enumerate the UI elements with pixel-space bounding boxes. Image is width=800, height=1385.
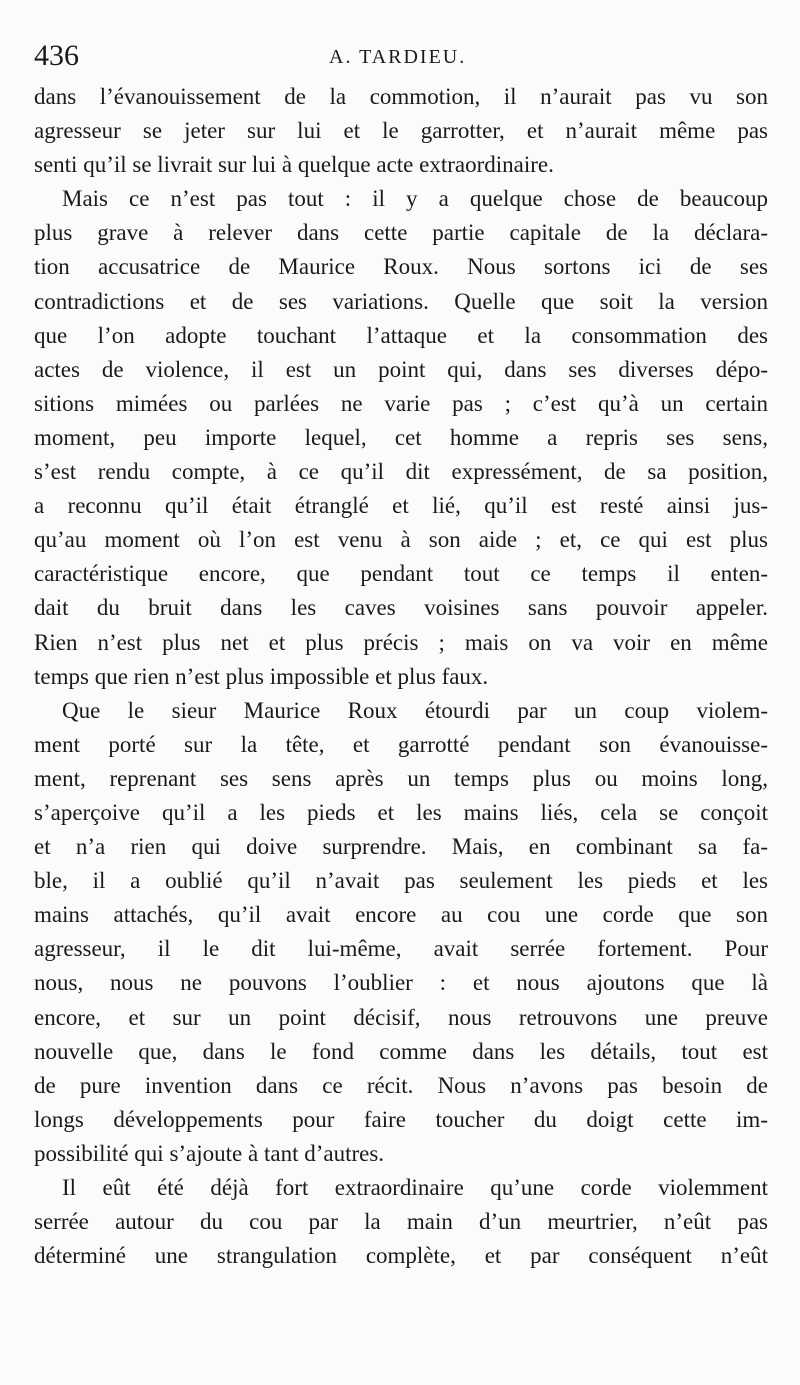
- text-line: nous, nous ne pouvons l’oublier : et nous ajoutons que là: [34, 970, 768, 996]
- text-line: qu’au moment où l’on est venu à son aide ; et, ce qui est plus: [34, 527, 768, 553]
- text-line: que l’on adopte touchant l’attaque et la consommation des: [34, 322, 768, 348]
- text-line: ment porté sur la tête, et garrotté pendant son évanouisse-: [34, 731, 768, 757]
- paragraph: [34, 694, 768, 1171]
- text-line: serrée autour du cou par la main d’un meurtrier, n’eût pas: [34, 1209, 768, 1235]
- text-line: dait du bruit dans les caves voisines sans pouvoir appeler.: [34, 595, 768, 621]
- text-line: tion accusatrice de Maurice Roux. Nous sortons ici de ses: [34, 254, 768, 280]
- text-line: ble, il a oublié qu’il n’avait pas seulement les pieds et les: [34, 868, 768, 894]
- text-line: senti qu’il se livrait sur lui à quelque acte extraordinaire.: [34, 152, 554, 178]
- text-line: Que le sieur Maurice Roux étourdi par un coup violem-: [62, 697, 768, 723]
- running-head: A. TARDIEU.: [329, 46, 467, 68]
- text-line: Rien n’est plus net et plus précis ; mais on va voir en même: [34, 629, 768, 655]
- paragraph: [34, 80, 768, 182]
- body-text: [34, 80, 768, 1273]
- paragraph: [34, 182, 768, 693]
- text-line: agresseur, il le dit lui-même, avait serrée fortement. Pour: [34, 936, 768, 962]
- text-line: longs développements pour faire toucher du doigt cette im-: [34, 1106, 768, 1132]
- text-line: ment, reprenant ses sens après un temps plus ou moins long,: [34, 765, 768, 791]
- text-line: Il eût été déjà fort extraordinaire qu’une corde violemment: [62, 1175, 768, 1200]
- paragraph: [34, 1171, 768, 1273]
- text-line: nouvelle que, dans le fond comme dans les détails, tout est: [34, 1038, 768, 1064]
- text-line: possibilité qui s’ajoute à tant d’autres.: [34, 1140, 385, 1166]
- text-line: s’est rendu compte, à ce qu’il dit expressément, de sa position,: [34, 459, 768, 485]
- text-line: déterminé une strangulation complète, et par conséquent n’eût: [34, 1243, 768, 1269]
- text-line: moment, peu importe lequel, cet homme a repris ses sens,: [34, 424, 768, 450]
- text-line: de pure invention dans ce récit. Nous n’avons pas besoin de: [34, 1072, 768, 1098]
- text-line: encore, et sur un point décisif, nous retrouvons une preuve: [34, 1004, 768, 1030]
- text-line: a reconnu qu’il était étranglé et lié, qu’il est resté ainsi jus-: [34, 493, 768, 519]
- text-line: sitions mimées ou parlées ne varie pas ; c’est qu’à un certain: [34, 390, 768, 416]
- text-line: caractéristique encore, que pendant tout ce temps il enten-: [34, 561, 768, 587]
- text-line: dans l’évanouissement de la commotion, il n’aurait pas vu son: [34, 84, 768, 109]
- text-line: agresseur se jeter sur lui et le garrotter, et n’aurait même pas: [34, 118, 768, 144]
- page-number: 436: [34, 39, 79, 72]
- text-line: Mais ce n’est pas tout : il y a quelque chose de beaucoup: [62, 186, 768, 212]
- text-line: contradictions et de ses variations. Quelle que soit la version: [34, 288, 768, 314]
- text-line: temps que rien n’est plus impossible et plus faux.: [34, 663, 489, 689]
- text-line: actes de violence, il est un point qui, dans ses diverses dépo-: [34, 356, 768, 382]
- text-line: plus grave à relever dans cette partie capitale de la déclara-: [34, 220, 768, 246]
- page-header: [34, 38, 774, 74]
- text-line: s’aperçoive qu’il a les pieds et les mains liés, cela se conçoit: [34, 799, 768, 825]
- text-line: et n’a rien qui doive surprendre. Mais, en combinant sa fa-: [34, 834, 768, 860]
- text-line: mains attachés, qu’il avait encore au cou une corde que son: [34, 902, 768, 928]
